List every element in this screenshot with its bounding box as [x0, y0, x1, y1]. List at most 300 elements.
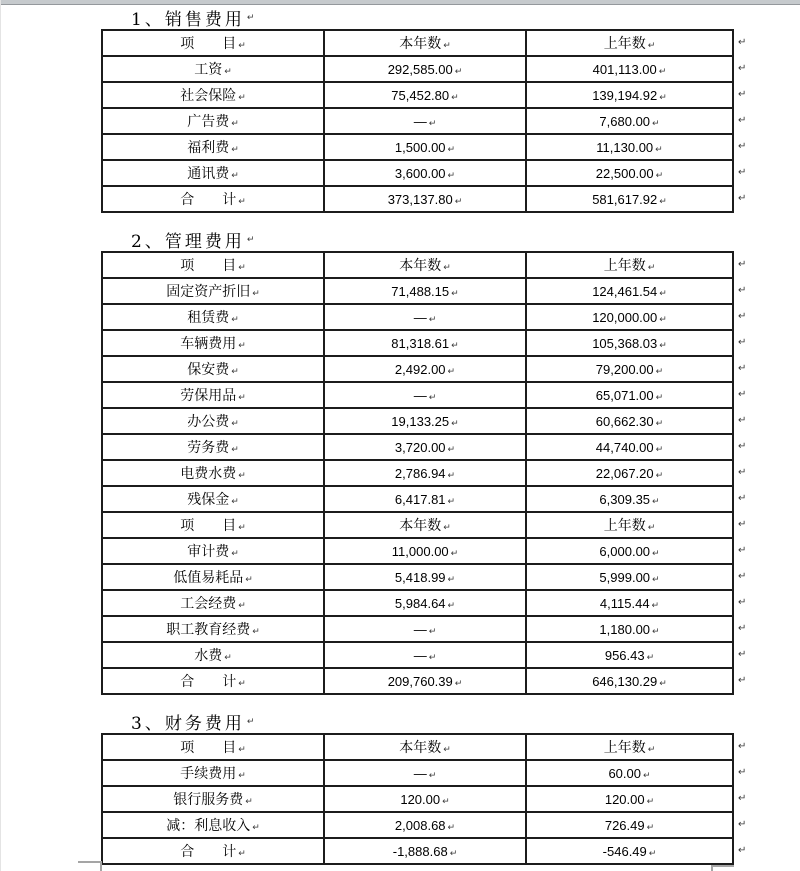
paragraph-mark-icon: ↵ — [238, 771, 246, 781]
current-year-cell — [324, 460, 526, 486]
cell-text: 6,000.00 — [599, 543, 651, 559]
paragraph-mark-icon: ↵ — [252, 627, 260, 637]
cell-text: — — [413, 621, 427, 637]
table-row — [102, 564, 733, 590]
paragraph-mark-icon: ↵ — [738, 259, 747, 270]
cell-text: 581,617.92 — [592, 191, 658, 207]
cell-text: 7,680.00 — [599, 113, 651, 129]
cell-text: 广告费 — [187, 114, 230, 130]
paragraph-mark-icon: ↵ — [443, 745, 451, 755]
section-title: 3、财务费用 — [131, 714, 245, 734]
item-cell — [102, 278, 324, 304]
paragraph-mark-icon: ↵ — [238, 679, 246, 689]
paragraph-mark-icon: ↵ — [238, 471, 246, 481]
header-previous-year-cell — [526, 252, 733, 278]
table-row — [102, 642, 733, 668]
paragraph-mark-icon: ↵ — [442, 796, 450, 807]
current-year-cell — [324, 838, 526, 864]
paragraph-mark-icon: ↵ — [659, 196, 667, 207]
paragraph-mark-icon: ↵ — [738, 141, 747, 152]
cell-text: 福利费 — [187, 140, 230, 156]
expense-section — [1, 228, 800, 695]
paragraph-mark-icon: ↵ — [447, 366, 456, 377]
paragraph-mark-icon: ↵ — [738, 115, 747, 126]
table-row — [102, 434, 733, 460]
item-cell — [102, 786, 324, 812]
cell-text: 办公费 — [187, 414, 230, 430]
current-year-cell — [324, 760, 526, 786]
current-year-cell — [324, 82, 526, 108]
cell-text: — — [413, 113, 427, 129]
current-year-cell — [324, 408, 526, 434]
paragraph-mark-icon: ↵ — [450, 548, 459, 559]
item-cell — [102, 838, 324, 864]
header-item-cell — [102, 30, 324, 56]
current-year-cell — [324, 186, 526, 212]
row-end-marks — [738, 30, 762, 212]
expense-section — [1, 710, 800, 865]
paragraph-mark-icon: ↵ — [647, 41, 656, 51]
cell-text: — — [413, 387, 427, 403]
previous-year-cell — [526, 186, 733, 212]
cell-text: 60,662.30 — [595, 413, 654, 429]
paragraph-mark-icon: ↵ — [454, 196, 463, 207]
paragraph-mark-icon: ↵ — [447, 822, 456, 833]
cell-text: 81,318.61 — [391, 335, 450, 351]
current-year-cell — [324, 304, 526, 330]
paragraph-mark-icon: ↵ — [245, 575, 253, 585]
cell-text: 银行服务费 — [173, 792, 244, 808]
paragraph-mark-icon: ↵ — [428, 652, 437, 663]
paragraph-mark-icon: ↵ — [738, 363, 747, 374]
header-current-year-cell — [324, 734, 526, 760]
expense-table-wrap — [101, 251, 747, 695]
previous-year-cell — [526, 382, 733, 408]
previous-year-cell — [526, 82, 733, 108]
paragraph-mark-icon: ↵ — [231, 171, 239, 181]
paragraph-mark-icon: ↵ — [238, 263, 246, 273]
paragraph-mark-icon: ↵ — [652, 626, 660, 637]
current-year-cell — [324, 786, 526, 812]
cell-text: 审计费 — [187, 544, 230, 560]
header-current-year-cell — [324, 30, 526, 56]
previous-year-cell — [526, 356, 733, 382]
cell-text: 4,115.44 — [599, 595, 650, 611]
current-year-cell — [324, 538, 526, 564]
paragraph-mark-icon: ↵ — [238, 523, 246, 533]
item-cell — [102, 382, 324, 408]
paragraph-mark-icon: ↵ — [738, 597, 747, 608]
paragraph-mark-icon: ↵ — [447, 144, 456, 155]
paragraph-mark-icon: ↵ — [738, 337, 747, 348]
table-row — [102, 134, 733, 160]
paragraph-mark-icon: ↵ — [646, 822, 655, 833]
paragraph-mark-icon: ↵ — [224, 653, 232, 663]
cell-text: 124,461.54 — [592, 283, 658, 299]
table-row — [102, 812, 733, 838]
header-previous-year-cell — [526, 512, 733, 538]
paragraph-mark-icon: ↵ — [658, 66, 667, 77]
next-page-boundary-corner-right — [711, 865, 734, 871]
cell-text: 本年数 — [399, 740, 442, 756]
paragraph-mark-icon: ↵ — [647, 745, 656, 755]
row-end-marks — [738, 252, 762, 694]
paragraph-mark-icon: ↵ — [231, 497, 239, 507]
cell-text: 22,500.00 — [595, 165, 654, 181]
cell-text: 120.00 — [400, 791, 441, 807]
previous-year-cell — [526, 668, 733, 694]
paragraph-mark-icon: ↵ — [652, 548, 660, 559]
cell-text: 上年数 — [603, 740, 646, 756]
cell-text: 401,113.00 — [592, 61, 657, 77]
table-row — [102, 460, 733, 486]
cell-text: — — [413, 647, 427, 663]
item-cell — [102, 760, 324, 786]
expense-table — [101, 251, 734, 695]
cell-text: 车辆费用 — [180, 336, 237, 352]
item-cell — [102, 564, 324, 590]
paragraph-mark-icon: ↵ — [652, 118, 660, 129]
paragraph-mark-icon: ↵ — [454, 66, 463, 77]
table-header-row — [102, 512, 733, 538]
cell-text: 项 目 — [180, 518, 237, 534]
paragraph-mark-icon: ↵ — [428, 626, 437, 637]
table-row — [102, 486, 733, 512]
table-row — [102, 278, 733, 304]
item-cell — [102, 56, 324, 82]
paragraph-mark-icon: ↵ — [443, 263, 451, 273]
cell-text: 通讯费 — [187, 166, 230, 182]
paragraph-mark-icon: ↵ — [648, 848, 657, 859]
paragraph-mark-icon: ↵ — [738, 415, 747, 426]
cell-text: 2,008.68 — [394, 817, 446, 833]
item-cell — [102, 134, 324, 160]
item-cell — [102, 616, 324, 642]
paragraph-mark-icon: ↵ — [246, 234, 255, 245]
paragraph-mark-icon: ↵ — [738, 845, 747, 856]
cell-text: 44,740.00 — [595, 439, 654, 455]
cell-text: 本年数 — [399, 518, 442, 534]
table-row — [102, 330, 733, 356]
paragraph-mark-icon: ↵ — [238, 601, 246, 611]
previous-year-cell — [526, 134, 733, 160]
previous-year-cell — [526, 786, 733, 812]
paragraph-mark-icon: ↵ — [655, 444, 664, 455]
previous-year-cell — [526, 838, 733, 864]
header-current-year-cell — [324, 512, 526, 538]
section-title-line — [131, 228, 800, 251]
paragraph-mark-icon: ↵ — [738, 493, 747, 504]
current-year-cell — [324, 434, 526, 460]
expense-table — [101, 733, 734, 865]
item-cell — [102, 108, 324, 134]
paragraph-mark-icon: ↵ — [231, 445, 239, 455]
cell-text: 上年数 — [603, 518, 646, 534]
item-cell — [102, 330, 324, 356]
cell-text: -1,888.68 — [392, 843, 448, 859]
paragraph-mark-icon: ↵ — [224, 67, 232, 77]
cell-text: 劳务费 — [187, 440, 230, 456]
cell-text: 2,492.00 — [394, 361, 446, 377]
paragraph-mark-icon: ↵ — [655, 470, 664, 481]
paragraph-mark-icon: ↵ — [245, 797, 253, 807]
cell-text: 726.49 — [604, 817, 645, 833]
paragraph-mark-icon: ↵ — [443, 41, 451, 51]
paragraph-mark-icon: ↵ — [659, 314, 667, 325]
previous-year-cell — [526, 564, 733, 590]
cell-text: 低值易耗品 — [173, 570, 244, 586]
paragraph-mark-icon: ↵ — [738, 649, 747, 660]
table-row — [102, 668, 733, 694]
previous-year-cell — [526, 642, 733, 668]
cell-text: 上年数 — [603, 258, 646, 274]
header-previous-year-cell — [526, 30, 733, 56]
paragraph-mark-icon: ↵ — [738, 519, 747, 530]
table-row — [102, 108, 733, 134]
paragraph-mark-icon: ↵ — [738, 311, 747, 322]
table-row — [102, 408, 733, 434]
previous-year-cell — [526, 278, 733, 304]
expense-table-wrap — [101, 29, 747, 213]
current-year-cell — [324, 564, 526, 590]
cell-text: 职工教育经费 — [166, 622, 251, 638]
cell-text: 合 计 — [180, 674, 237, 690]
header-item-cell — [102, 252, 324, 278]
cell-text: 2,786.94 — [394, 465, 446, 481]
current-year-cell — [324, 812, 526, 838]
paragraph-mark-icon: ↵ — [643, 770, 651, 781]
paragraph-mark-icon: ↵ — [738, 675, 747, 686]
previous-year-cell — [526, 108, 733, 134]
item-cell — [102, 82, 324, 108]
paragraph-mark-icon: ↵ — [738, 167, 747, 178]
paragraph-mark-icon: ↵ — [647, 263, 656, 273]
cell-text: 60.00 — [608, 765, 641, 781]
paragraph-mark-icon: ↵ — [738, 545, 747, 556]
paragraph-mark-icon: ↵ — [652, 496, 660, 507]
table-row — [102, 304, 733, 330]
paragraph-mark-icon: ↵ — [738, 819, 747, 830]
paragraph-mark-icon: ↵ — [231, 119, 239, 129]
paragraph-mark-icon: ↵ — [252, 823, 260, 833]
item-cell — [102, 812, 324, 838]
cell-text: 保安费 — [187, 362, 230, 378]
header-item-cell — [102, 734, 324, 760]
document-body — [1, 6, 800, 865]
section-title: 2、管理费用 — [131, 232, 245, 252]
paragraph-mark-icon: ↵ — [738, 37, 747, 48]
paragraph-mark-icon: ↵ — [659, 92, 667, 103]
paragraph-mark-icon: ↵ — [231, 419, 239, 429]
expense-section — [1, 6, 800, 213]
item-cell — [102, 642, 324, 668]
cell-text: 6,309.35 — [599, 491, 651, 507]
paragraph-mark-icon: ↵ — [655, 144, 663, 155]
cell-text: 120.00 — [604, 791, 645, 807]
item-cell — [102, 538, 324, 564]
row-end-marks — [738, 734, 762, 864]
item-cell — [102, 460, 324, 486]
cell-text: 5,984.64 — [394, 595, 446, 611]
table-row — [102, 838, 733, 864]
cell-text: 71,488.15 — [391, 283, 450, 299]
paragraph-mark-icon: ↵ — [231, 367, 239, 377]
cell-text: 6,417.81 — [394, 491, 446, 507]
cell-text: 残保金 — [187, 492, 230, 508]
cell-text: -546.49 — [602, 843, 647, 859]
next-page-boundary-corner-left — [78, 861, 102, 871]
cell-text: 工会经费 — [180, 596, 237, 612]
paragraph-mark-icon: ↵ — [428, 314, 437, 325]
cell-text: 劳保用品 — [180, 388, 237, 404]
paragraph-mark-icon: ↵ — [738, 623, 747, 634]
current-year-cell — [324, 486, 526, 512]
paragraph-mark-icon: ↵ — [231, 315, 239, 325]
paragraph-mark-icon: ↵ — [238, 41, 246, 51]
previous-year-cell — [526, 760, 733, 786]
paragraph-mark-icon: ↵ — [659, 288, 667, 299]
cell-text: 社会保险 — [180, 88, 237, 104]
paragraph-mark-icon: ↵ — [246, 716, 255, 727]
cell-text: 646,130.29 — [592, 673, 658, 689]
cell-text: 22,067.20 — [595, 465, 654, 481]
previous-year-cell — [526, 486, 733, 512]
header-current-year-cell — [324, 252, 526, 278]
paragraph-mark-icon: ↵ — [238, 393, 246, 403]
current-year-cell — [324, 160, 526, 186]
paragraph-mark-icon: ↵ — [428, 118, 437, 129]
cell-text: 373,137.80 — [387, 191, 453, 207]
cell-text: 956.43 — [604, 647, 645, 663]
paragraph-mark-icon: ↵ — [738, 441, 747, 452]
cell-text: 105,368.03 — [592, 335, 658, 351]
paragraph-mark-icon: ↵ — [449, 848, 458, 859]
paragraph-mark-icon: ↵ — [655, 392, 664, 403]
cell-text: 项 目 — [180, 740, 237, 756]
paragraph-mark-icon: ↵ — [652, 574, 660, 585]
expense-table — [101, 29, 734, 213]
table-row — [102, 186, 733, 212]
item-cell — [102, 160, 324, 186]
header-item-cell — [102, 512, 324, 538]
paragraph-mark-icon: ↵ — [447, 600, 456, 611]
paragraph-mark-icon: ↵ — [655, 366, 664, 377]
previous-year-cell — [526, 330, 733, 356]
table-row — [102, 56, 733, 82]
cell-text: 减：利息收入 — [166, 818, 251, 834]
paragraph-mark-icon: ↵ — [651, 600, 660, 611]
header-previous-year-cell — [526, 734, 733, 760]
current-year-cell — [324, 642, 526, 668]
table-row — [102, 160, 733, 186]
cell-text: 209,760.39 — [387, 673, 453, 689]
cell-text: — — [413, 309, 427, 325]
paragraph-mark-icon: ↵ — [659, 678, 667, 689]
paragraph-mark-icon: ↵ — [738, 63, 747, 74]
current-year-cell — [324, 134, 526, 160]
previous-year-cell — [526, 590, 733, 616]
cell-text: 工资 — [194, 62, 223, 78]
paragraph-mark-icon: ↵ — [646, 796, 655, 807]
cell-text: 租赁费 — [187, 310, 230, 326]
paragraph-mark-icon: ↵ — [738, 467, 747, 478]
section-title-line — [131, 6, 800, 29]
cell-text: 固定资产折旧 — [166, 284, 251, 300]
paragraph-mark-icon: ↵ — [655, 170, 664, 181]
cell-text: 120,000.00 — [592, 309, 658, 325]
current-year-cell — [324, 668, 526, 694]
previous-year-cell — [526, 56, 733, 82]
cell-text: 手续费用 — [180, 766, 237, 782]
paragraph-mark-icon: ↵ — [659, 340, 667, 351]
table-row — [102, 356, 733, 382]
current-year-cell — [324, 356, 526, 382]
paragraph-mark-icon: ↵ — [428, 392, 437, 403]
table-header-row — [102, 252, 733, 278]
paragraph-mark-icon: ↵ — [447, 170, 456, 181]
cell-text: 电费水费 — [180, 466, 237, 482]
cell-text: 75,452.80 — [391, 87, 450, 103]
cell-text: 3,600.00 — [394, 165, 446, 181]
table-row — [102, 82, 733, 108]
cell-text: 项 目 — [180, 36, 237, 52]
paragraph-mark-icon: ↵ — [451, 288, 459, 299]
paragraph-mark-icon: ↵ — [451, 340, 459, 351]
section-title: 1、销售费用 — [131, 10, 245, 30]
cell-text: 5,418.99 — [394, 569, 446, 585]
cell-text: 11,130.00 — [596, 139, 654, 155]
paragraph-mark-icon: ↵ — [231, 549, 239, 559]
cell-text: — — [413, 765, 427, 781]
previous-year-cell — [526, 304, 733, 330]
table-row — [102, 538, 733, 564]
current-year-cell — [324, 590, 526, 616]
previous-year-cell — [526, 434, 733, 460]
cell-text: 65,071.00 — [595, 387, 654, 403]
paragraph-mark-icon: ↵ — [738, 389, 747, 400]
paragraph-mark-icon: ↵ — [738, 571, 747, 582]
paragraph-mark-icon: ↵ — [451, 418, 459, 429]
paragraph-mark-icon: ↵ — [738, 193, 747, 204]
cell-text: 5,999.00 — [599, 569, 651, 585]
table-header-row — [102, 30, 733, 56]
page-top-edge — [1, 0, 800, 5]
table-row — [102, 382, 733, 408]
paragraph-mark-icon: ↵ — [238, 849, 246, 859]
item-cell — [102, 668, 324, 694]
cell-text: 上年数 — [603, 36, 646, 52]
cell-text: 合 计 — [180, 844, 237, 860]
table-row — [102, 616, 733, 642]
previous-year-cell — [526, 408, 733, 434]
cell-text: 1,500.00 — [394, 139, 446, 155]
item-cell — [102, 486, 324, 512]
item-cell — [102, 408, 324, 434]
cell-text: 79,200.00 — [595, 361, 654, 377]
paragraph-mark-icon: ↵ — [238, 197, 246, 207]
current-year-cell — [324, 56, 526, 82]
paragraph-mark-icon: ↵ — [447, 574, 456, 585]
current-year-cell — [324, 108, 526, 134]
paragraph-mark-icon: ↵ — [238, 745, 246, 755]
paragraph-mark-icon: ↵ — [447, 444, 456, 455]
cell-text: 本年数 — [399, 36, 442, 52]
paragraph-mark-icon: ↵ — [738, 767, 747, 778]
current-year-cell — [324, 278, 526, 304]
cell-text: 139,194.92 — [592, 87, 658, 103]
cell-text: 3,720.00 — [394, 439, 446, 455]
paragraph-mark-icon: ↵ — [443, 523, 451, 533]
